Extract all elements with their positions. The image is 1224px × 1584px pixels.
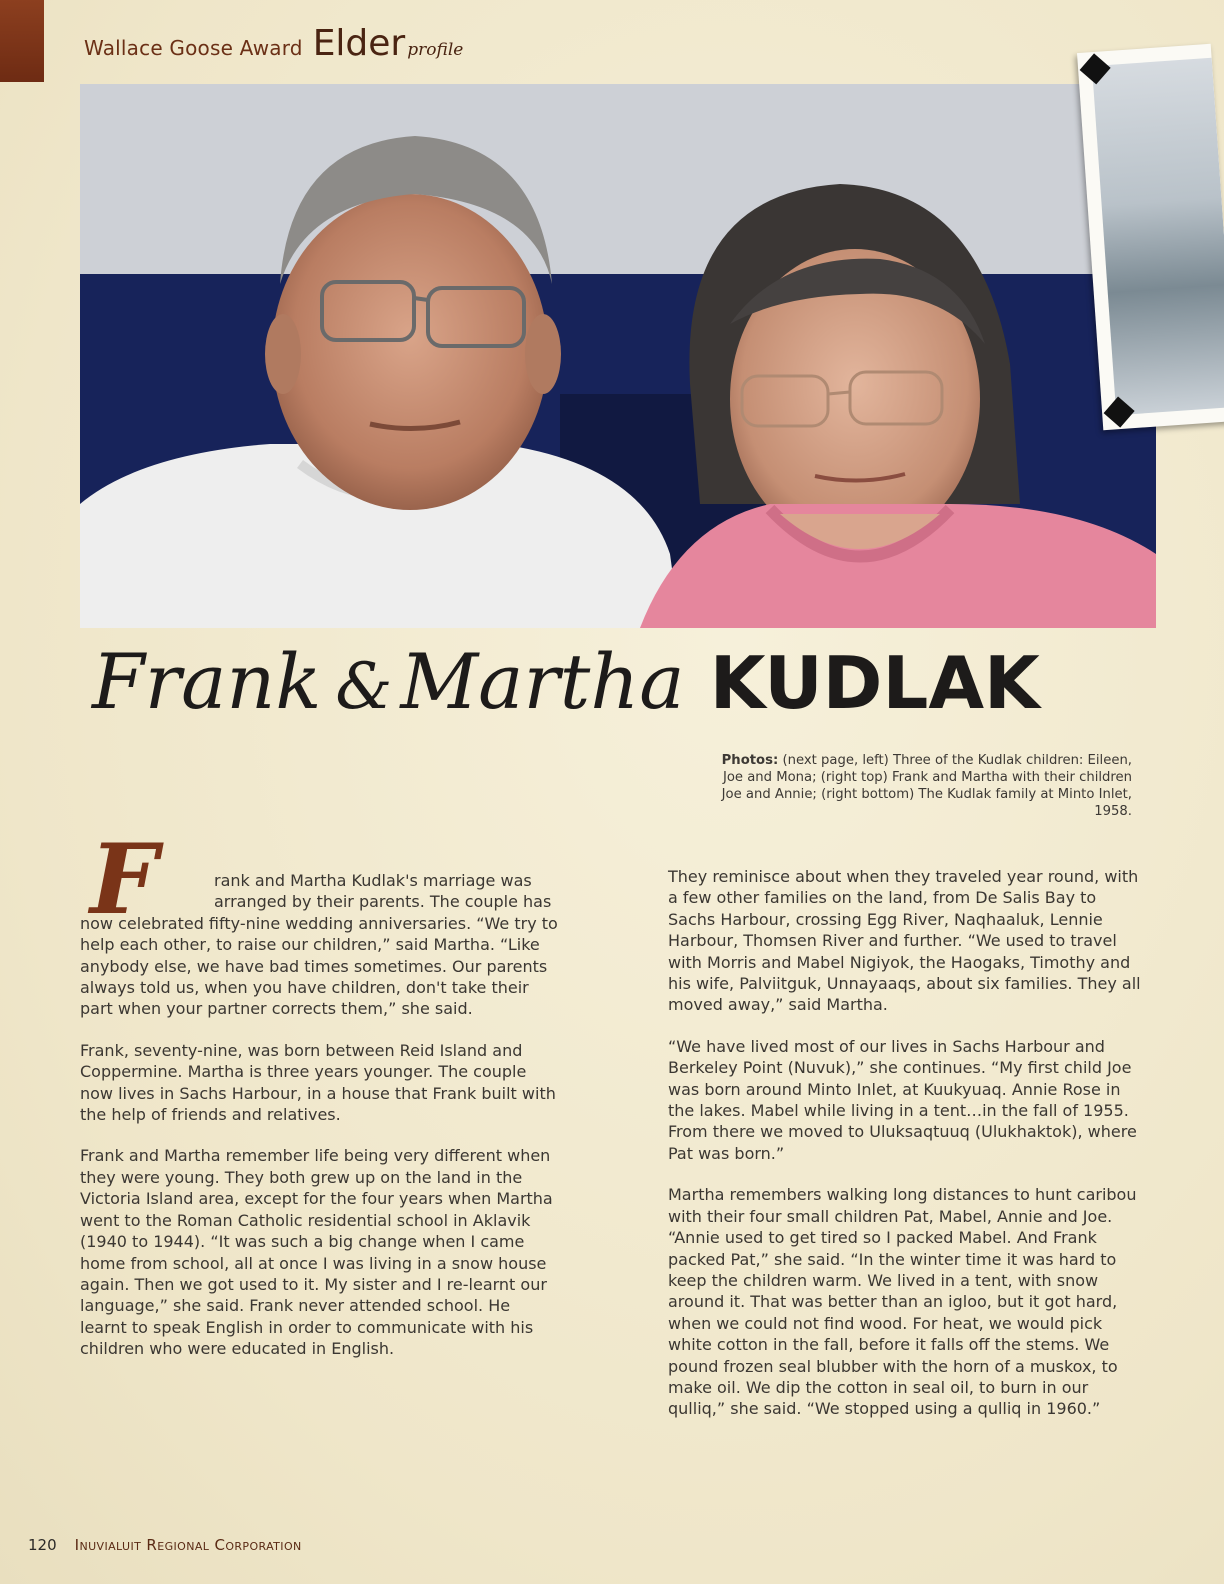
drop-cap: F: [90, 823, 159, 936]
title-ampersand: &: [335, 650, 393, 724]
page-footer: [28, 1536, 302, 1554]
header-elder-label: Elder: [312, 23, 406, 64]
title-surname: KUDLAK: [709, 641, 1040, 725]
footer-organization: Inuvialuit Regional Corporation: [74, 1536, 302, 1554]
corner-snapshot-image: [1092, 58, 1224, 416]
header-award-label: Wallace Goose Award: [84, 36, 303, 60]
main-photo-frank-and-martha: [80, 84, 1156, 628]
page-number: 120: [28, 1536, 57, 1554]
paragraph: Frank and Martha remember life being very different when they were young. They both grew up on the land in the Victoria Island area, except for the four years when Martha went to the Roman Catholic residential school in Aklavik (1940 to 1944). “It was such a big change when I came home from school, all at once I was living in a snow house again. Then we got used to it. My sister and I re-learnt our language,” she said. Frank never attended school. He learnt to speak English in order to communicate with his children who were educated in English.: [80, 1146, 553, 1359]
corner-snapshot-photo: [1077, 44, 1224, 430]
title-first-name: Frank: [92, 637, 322, 726]
paragraph-text: rank and Martha Kudlak's marriage was arranged by their parents. The couple has now celebrated fifty-nine wedding anniversaries. “We try to help each other, to raise our children,” said Martha. “Like anybody else, we have bad times sometimes. Our parents always told us, when you have children, don't take their part when your partner corrects them,” she said.: [80, 871, 558, 1019]
caption-text: (next page, left) Three of the Kudlak children: Eileen, Joe and Mona; (right top) Frank and Martha with their children Joe and Annie; (right bottom) The Kudlak family at Minto Inlet, 1958.: [721, 753, 1132, 819]
page-title: [92, 637, 1152, 726]
section-color-tab: [0, 0, 44, 82]
paragraph: Martha remembers walking long distances to hunt caribou with their four small children Pat, Mabel, Annie and Joe. “Annie used to get tired so I packed Mabel. And Frank packed Pat,” she said. “In the winter time it was hard to keep the children warm. We lived in a tent, with snow around it. That was better than an igloo, but it got hard, when we could not find wood. For heat, we would pick white cotton in the fall, before it falls off the stems. We pound frozen seal blubber with the horn of a muskox, to make oil. We dip the cotton in seal oil, to burn in our qulliq,” she said. “We stopped using a qulliq in 1960.”: [668, 1185, 1137, 1419]
article-left-column: [80, 823, 560, 1380]
section-header: [84, 23, 464, 64]
paragraph: Frank, seventy-nine, was born between Reid Island and Coppermine. Martha is three years younger. The couple now lives in Sachs Harbour, in a house that Frank built with the help of friends and relatives.: [80, 1040, 556, 1125]
article-right-column: [668, 866, 1148, 1440]
photo-caption: [712, 752, 1132, 820]
paragraph: “We have lived most of our lives in Sachs Harbour and Berkeley Point (Nuvuk),” she continues. “My first child Joe was born around Minto Inlet, at Kuukyuaq. Annie Rose in the lakes. Mabel while living in a tent…in the fall of 1955. From there we moved to Uluksaqtuuq (Ulukhaktok), where Pat was born.”: [668, 1036, 1137, 1163]
paragraph: [80, 823, 560, 1020]
title-second-name: Martha: [400, 637, 685, 726]
caption-label: Photos:: [721, 753, 779, 768]
header-profile-label: profile: [407, 40, 464, 60]
photo-illustration: [80, 84, 1156, 628]
paragraph: They reminisce about when they traveled year round, with a few other families on the land, from De Salis Bay to Sachs Harbour, crossing Egg River, Naqhaaluk, Lennie Harbour, Thomsen River and further. “We used to travel with Morris and Mabel Nigiyok, the Haogaks, Timothy and his wife, Palviitguk, Unnayaaqs, about six families. They all moved away,” said Martha.: [668, 867, 1141, 1015]
